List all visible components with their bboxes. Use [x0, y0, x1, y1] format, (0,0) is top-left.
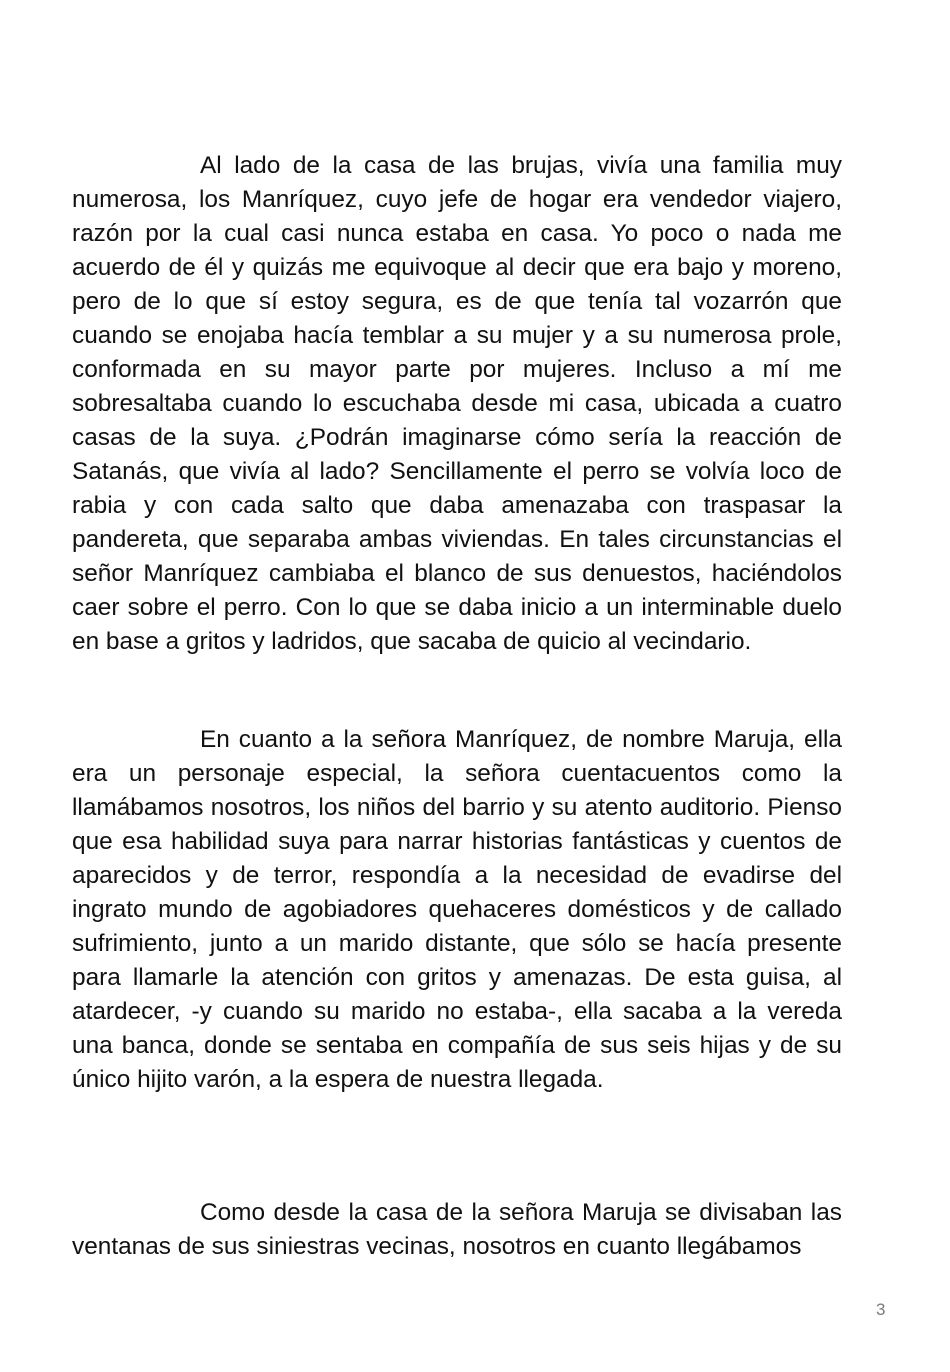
paragraph-2: En cuanto a la señora Manríquez, de nombre Maruja, ella era un personaje especial, la señora cuentacuentos como la llamábamos nosotros, los niños del barrio y su atento auditorio. Pienso que esa habilidad suya para narrar historias fantásticas y cuentos de aparecidos y de terror, respondía a la necesidad de evadirse del ingrato mundo de agobiadores quehaceres domésticos y de callado sufrimiento, junto a un marido distante, que sólo se hacía presente para llamarle la atención con gritos y amenazas. De esta guisa, al atardecer, -y cuando su marido no estaba-, ella sacaba a la vereda una banca, donde se sentaba en compañía de sus seis hijas y de su único hijito varón, a la espera de nuestra llegada.: [72, 726, 842, 1093]
paragraph-3: Como desde la casa de la señora Maruja se divisaban las ventanas de sus siniestras vecinas, nosotros en cuanto llegábamos: [72, 1199, 842, 1260]
page-number: 3: [876, 1300, 886, 1319]
paragraph-1: Al lado de la casa de las brujas, vivía una familia muy numerosa, los Manríquez, cuyo jefe de hogar era vendedor viajero, razón por la cual casi nunca estaba en casa. Yo poco o nada me acuerdo de él y quizás me equivoque al decir que era bajo y moreno, pero de lo que sí estoy segura, es de que tenía tal vozarrón que cuando se enojaba hacía temblar a su mujer y a su numerosa prole, conformada en su mayor parte por mujeres. Incluso a mí me sobresaltaba cuando lo escuchaba desde mi casa, ubicada a cuatro casas de la suya. ¿Podrán imaginarse cómo sería la reacción de Satanás, que vivía al lado? Sencillamente el perro se volvía loco de rabia y con cada salto que daba amenazaba con traspasar la pandereta, que separaba ambas viviendas. En tales circunstancias el señor Manríquez cambiaba el blanco de sus denuestos, haciéndolos caer sobre el perro. Con lo que se daba inicio a un interminable duelo en base a gritos y ladridos, que sacaba de quicio al vecindario.: [72, 152, 842, 655]
